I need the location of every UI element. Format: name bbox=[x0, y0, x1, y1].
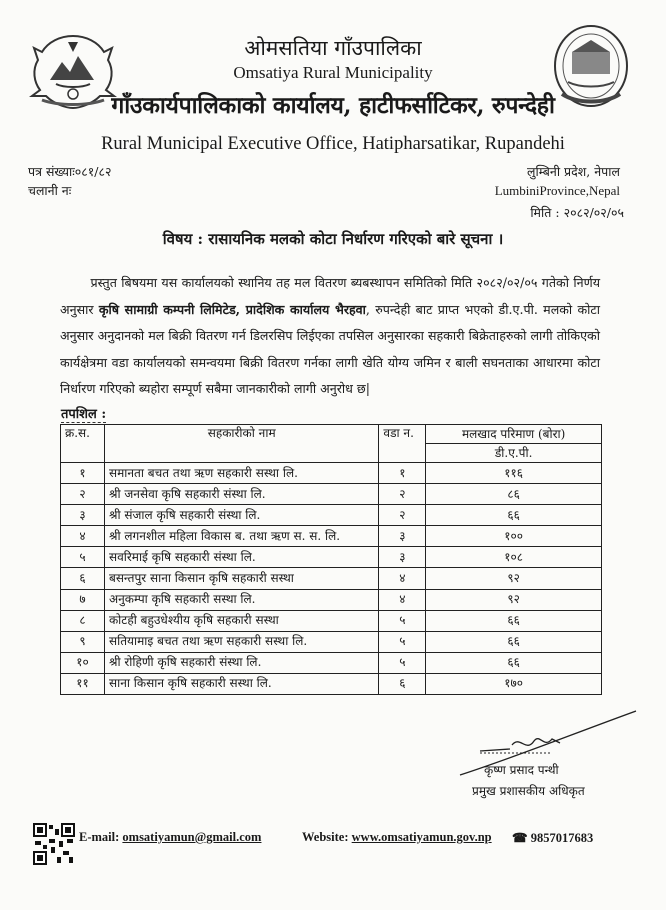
row-name: अनुकम्पा कृषि सहकारी सस्था लि. bbox=[104, 589, 378, 610]
row-name: कोटही बहुउधेश्यीय कृषि सहकारी सस्था bbox=[104, 610, 378, 631]
row-name: साना किसान कृषि सहकारी सस्था लि. bbox=[104, 673, 378, 694]
table-row bbox=[61, 463, 602, 484]
row-ward: १ bbox=[379, 463, 426, 484]
qr-code-icon bbox=[33, 823, 75, 865]
details-heading: तपशिल : bbox=[61, 404, 106, 423]
row-ward: ४ bbox=[379, 568, 426, 589]
province-nepali: लुम्बिनी प्रदेश, नेपाल bbox=[526, 164, 620, 179]
municipality-name-nepali: ओमसतिया गाँउपालिका bbox=[244, 36, 422, 60]
table-row bbox=[61, 568, 602, 589]
row-name: श्री लगनशील महिला विकास ब. तथा ऋण स. स. लि. bbox=[104, 526, 378, 547]
phone-number: 9857017683 bbox=[530, 831, 594, 845]
reference-number: पत्र संख्याः०८१/८२ bbox=[28, 164, 112, 179]
table-row bbox=[61, 526, 602, 547]
table-header-row bbox=[61, 425, 602, 444]
row-ward: ३ bbox=[379, 547, 426, 568]
row-name: सवरिमाई कृषि सहकारी संस्था लि. bbox=[104, 547, 378, 568]
header-ward: वडा न. bbox=[379, 425, 426, 463]
table-row bbox=[61, 673, 602, 694]
footer-phone bbox=[512, 830, 593, 846]
row-sn: ९ bbox=[61, 631, 105, 652]
header-quantity: मलखाद परिमाण (बोरा) bbox=[426, 425, 602, 444]
phone-icon: ☎ bbox=[512, 831, 528, 845]
table-row bbox=[61, 589, 602, 610]
row-quantity: ९२ bbox=[426, 568, 602, 589]
row-sn: ६ bbox=[61, 568, 105, 589]
row-quantity: ६६ bbox=[426, 631, 602, 652]
table-body bbox=[61, 463, 602, 695]
table-row bbox=[61, 505, 602, 526]
row-quantity: ६६ bbox=[426, 652, 602, 673]
row-quantity: ९२ bbox=[426, 589, 602, 610]
row-quantity: ६६ bbox=[426, 610, 602, 631]
row-sn: ५ bbox=[61, 547, 105, 568]
dispatch-number: चलानी नः bbox=[28, 183, 72, 198]
row-sn: ८ bbox=[61, 610, 105, 631]
row-name: सतियामाइ बचत तथा ऋण सहकारी सस्था लि. bbox=[104, 631, 378, 652]
row-quantity: १७० bbox=[426, 673, 602, 694]
office-name-nepali: गाँउकार्यपालिकाको कार्यालय, हाटीफर्साटिकर, रुपन्देही bbox=[111, 92, 555, 119]
row-name: समानता बचत तथा ऋण सहकारी सस्था लि. bbox=[104, 463, 378, 484]
table-row bbox=[61, 547, 602, 568]
row-ward: ६ bbox=[379, 673, 426, 694]
footer-website: Website: www.omsatiyamun.gov.np bbox=[302, 830, 492, 844]
row-ward: ५ bbox=[379, 652, 426, 673]
row-sn: १ bbox=[61, 463, 105, 484]
row-quantity: ६६ bbox=[426, 505, 602, 526]
row-sn: ११ bbox=[61, 673, 105, 694]
signatory-title: प्रमुख प्रशासकीय अधिकृत bbox=[472, 784, 585, 798]
row-quantity: १०८ bbox=[426, 547, 602, 568]
row-ward: ५ bbox=[379, 610, 426, 631]
row-name: बसन्तपुर साना किसान कृषि सहकारी सस्था bbox=[104, 568, 378, 589]
row-ward: २ bbox=[379, 484, 426, 505]
row-sn: ३ bbox=[61, 505, 105, 526]
row-sn: ७ bbox=[61, 589, 105, 610]
table-row bbox=[61, 484, 602, 505]
row-quantity: १०० bbox=[426, 526, 602, 547]
table-row bbox=[61, 652, 602, 673]
email-link[interactable]: omsatiyamun@gmail.com bbox=[122, 830, 262, 844]
website-link[interactable]: www.omsatiyamun.gov.np bbox=[351, 830, 492, 844]
province-english: LumbiniProvince,Nepal bbox=[494, 183, 620, 198]
header-sn: क्र.स. bbox=[61, 425, 105, 463]
office-name-english: Rural Municipal Executive Office, Hatipharsatikar, Rupandehi bbox=[101, 134, 565, 154]
letter-date: मिति : २०८२/०२/०५ bbox=[530, 205, 624, 220]
header-dap: डी.ए.पी. bbox=[426, 444, 602, 463]
letter-subject: विषय : रासायनिक मलको कोटा निर्धारण गरिएको बारे सूचना । bbox=[162, 230, 504, 248]
signatory-name: कृष्ण प्रसाद पन्थी bbox=[484, 763, 559, 777]
row-sn: २ bbox=[61, 484, 105, 505]
letter-body: प्रस्तुत बिषयमा यस कार्यालयको स्थानिय तह मल वितरण ब्यबस्थापन समितिको मिति २०८२/०२/०५ गतेको निर्णय अनुसार कृषि सामाग्री कम्पनी लिमिटेड, प्रादेशिक कार्यालय भैरहवा, रुपन्देही बाट प्राप्त भएको डी.ए.पी. मलको कोटा अनुसार अनुदानको मल बिक्री वितरण गर्न डिलरसिप लिईएका तपसिल अनुसारका सहकारी बिक्रेताहरुको लागी तोकिएको कार्यक्षेत्रमा वडा कार्यालयको समन्वयमा बिक्री वितरण गर्नका लागी खेति योग्य जमिन र बाली सघनताका आधारमा कोटा निर्धारण गरिएको ब्यहोरा सम्पूर्ण सबैमा जानकारीको लागी अनुरोध छ| bbox=[60, 275, 600, 397]
row-ward: ३ bbox=[379, 526, 426, 547]
municipality-name-english: Omsatiya Rural Municipality bbox=[233, 63, 433, 82]
table-row bbox=[61, 631, 602, 652]
quota-table bbox=[60, 424, 602, 695]
row-quantity: ८६ bbox=[426, 484, 602, 505]
row-ward: ५ bbox=[379, 631, 426, 652]
row-sn: ४ bbox=[61, 526, 105, 547]
row-name: श्री रोहिणी कृषि सहकारी संस्था लि. bbox=[104, 652, 378, 673]
row-quantity: ११६ bbox=[426, 463, 602, 484]
footer-email: E-mail: omsatiyamun@gmail.com bbox=[79, 830, 262, 844]
company-name: कृषि सामाग्री कम्पनी लिमिटेड, प्रादेशिक कार्यालय भैरहवा bbox=[98, 301, 366, 317]
header-name: सहकारीको नाम bbox=[104, 425, 378, 463]
row-sn: १० bbox=[61, 652, 105, 673]
row-name: श्री जनसेवा कृषि सहकारी संस्था लि. bbox=[104, 484, 378, 505]
row-name: श्री संजाल कृषि सहकारी संस्था लि. bbox=[104, 505, 378, 526]
row-ward: ४ bbox=[379, 589, 426, 610]
table-row bbox=[61, 610, 602, 631]
row-ward: २ bbox=[379, 505, 426, 526]
